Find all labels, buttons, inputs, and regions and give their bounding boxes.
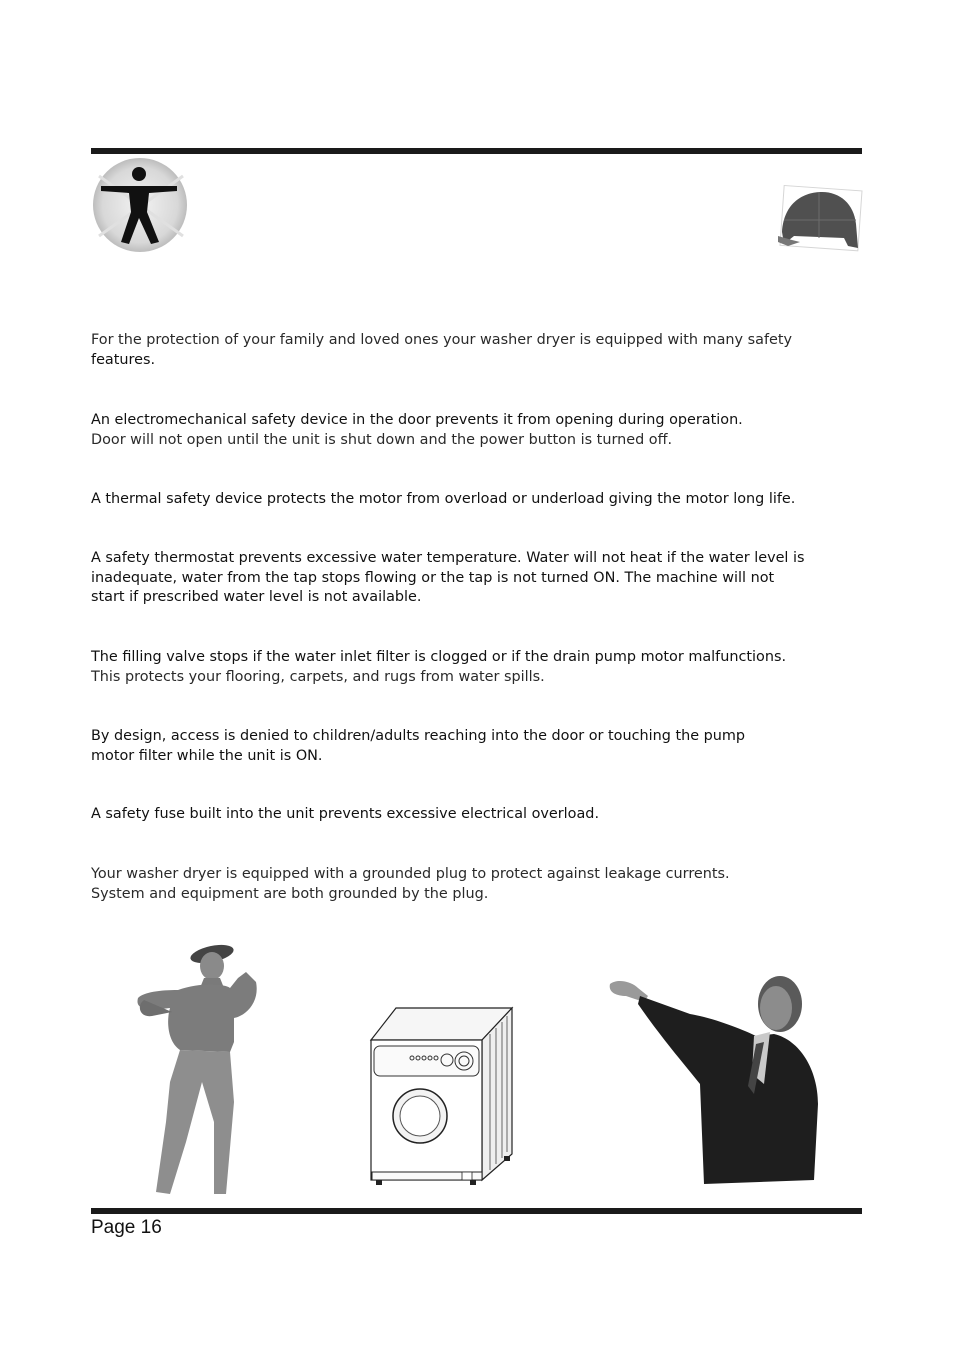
- paragraph-line: For the protection of your family and loved ones your washer dryer is equipped with many safety: [91, 332, 793, 348]
- grounded-plug-paragraph: [91, 865, 871, 904]
- paragraph-line: The filling valve stops if the water inlet filter is clogged or if the drain pump motor malfunctions.: [91, 649, 787, 665]
- paragraph-line: An electromechanical safety device in the door prevents it from opening during operation.: [91, 412, 743, 428]
- washer-dryer-illustration: [366, 1004, 526, 1190]
- paragraph-line: motor filter while the unit is ON.: [91, 747, 323, 764]
- footer-rule: [91, 1208, 862, 1214]
- paragraph-line: Door will not open until the unit is shut down and the power button is turned off.: [91, 431, 673, 448]
- paragraph-line: start if prescribed water level is not available.: [91, 589, 422, 605]
- intro-paragraph: [91, 331, 871, 370]
- paragraph-line: features.: [91, 351, 156, 368]
- smiling-man-illustration: [604, 974, 826, 1186]
- helmet-icon: [774, 184, 864, 256]
- thermal-safety-paragraph: [91, 490, 871, 510]
- paragraph-line: inadequate, water from the tap stops flowing or the tap is not turned ON. The machine will not: [91, 569, 775, 586]
- paragraph-line: A safety thermostat prevents excessive water temperature. Water will not heat if the water level is: [91, 550, 805, 566]
- paragraph-line: System and equipment are both grounded by the plug.: [91, 885, 489, 902]
- fuse-paragraph: [91, 805, 871, 825]
- paragraph-line: A safety fuse built into the unit prevents excessive electrical overload.: [91, 806, 600, 822]
- door-lock-paragraph: [91, 411, 871, 450]
- page-number: Page 16: [91, 1217, 162, 1238]
- paragraph-line: Your washer dryer is equipped with a grounded plug to protect against leakage currents.: [91, 866, 730, 882]
- safety-person-icon: [91, 156, 191, 256]
- paragraph-line: By design, access is denied to children/adults reaching into the door or touching the pump: [91, 728, 746, 744]
- paragraph-line: A thermal safety device protects the motor from overload or underload giving the motor long life.: [91, 491, 796, 507]
- thermostat-paragraph: [91, 549, 871, 608]
- thinking-person-illustration: [130, 942, 270, 1194]
- filling-valve-paragraph: [91, 648, 871, 687]
- header-rule: [91, 148, 862, 154]
- paragraph-line: This protects your flooring, carpets, and rugs from water spills.: [91, 668, 545, 685]
- access-paragraph: [91, 727, 871, 766]
